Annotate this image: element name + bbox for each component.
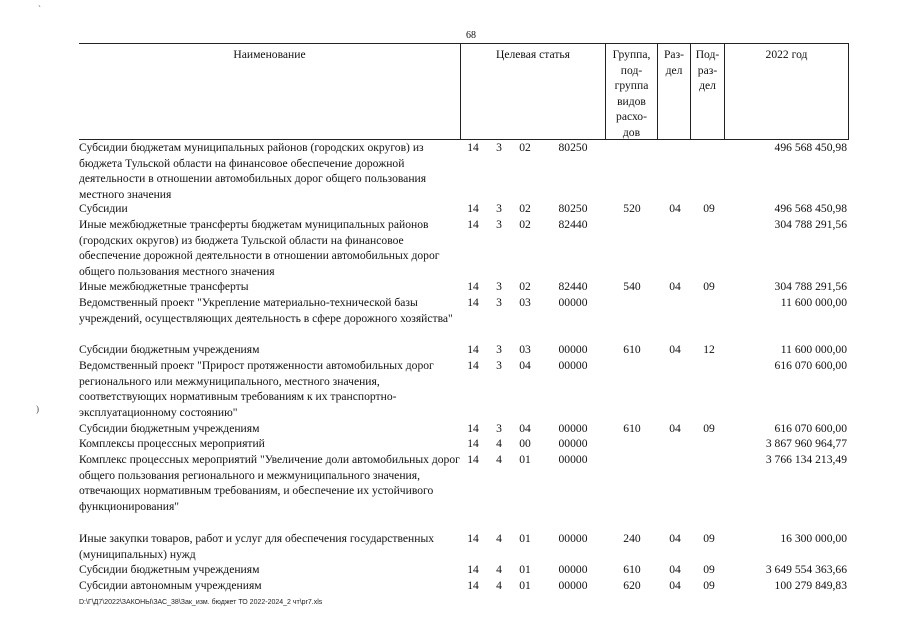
header-year [725,44,849,140]
row-code-3: 01 [519,532,531,545]
header-group-label: Группа, под- группа видов расхо- дов [612,48,651,139]
header-name-label: Наименование [233,48,306,61]
row-code-1: 14 [467,437,479,450]
row-amount: 616 070 600,00 [774,422,847,435]
row-amount: 3 649 554 363,66 [765,563,847,576]
row-code-3: 01 [519,453,531,466]
row-name: Ведомственный проект "Укрепление материально-технической базы учреждений, осуществляющих деятельность в сфере дорожного хозяйства" [79,296,453,325]
row-code-4: 82440 [558,218,588,231]
row-code-4: 00000 [558,579,588,592]
row-code-4: 00000 [558,359,588,372]
row-code-2: 3 [496,296,502,309]
row-code-1: 14 [467,422,479,435]
row-amount: 496 568 450,98 [774,202,847,215]
row-code-4: 00000 [558,437,588,450]
row-code-3: 04 [519,359,531,372]
row-group: 540 [623,280,641,293]
row-section: 04 [669,579,681,592]
row-name: Субсидии бюджетным учреждениям [79,422,260,435]
row-code-1: 14 [467,296,479,309]
row-code-4: 80250 [558,202,588,215]
row-name: Иные межбюджетные трансферты бюджетам муниципальных районов (городских округов) из бюджета Тульской области на финансовое обеспечение дорожной деятельности в отношении автомобильных дорог общего пользования местного значения [79,218,440,278]
row-code-4: 00000 [558,563,588,576]
header-section-label: Раз- дел [663,48,685,77]
row-group: 610 [623,563,641,576]
file-path-footer: D:\Г\Д7\2022\ЗАКОНЫ\ЗАС_38\Зак_изм. бюджет ТО 2022-2024_2 чт\pr7.xls [79,599,323,606]
row-name: Комплексы процессных мероприятий [79,437,265,450]
row-name: Субсидии [79,202,128,215]
row-name: Субсидии автономным учреждениям [79,579,262,592]
row-amount: 304 788 291,56 [774,218,847,231]
row-code-4: 00000 [558,422,588,435]
header-target-label: Целевая статья [495,48,571,61]
row-subsection: 12 [703,343,715,356]
page-number: 68 [466,30,476,41]
row-section: 04 [669,280,681,293]
header-section [658,44,691,140]
row-subsection: 09 [703,563,715,576]
row-code-1: 14 [467,532,479,545]
row-code-1: 14 [467,202,479,215]
row-code-2: 3 [496,343,502,356]
row-amount: 616 070 600,00 [774,359,847,372]
row-name: Субсидии бюджетам муниципальных районов (городских округов) из бюджета Тульской области на финансовое обеспечение дорожной деятельности в отношении автомобильных дорог общего пользования местного значения [79,141,427,201]
row-code-1: 14 [467,280,479,293]
header-target [461,44,606,140]
row-amount: 496 568 450,98 [774,141,847,154]
row-amount: 11 600 000,00 [780,296,847,309]
row-code-4: 80250 [558,141,588,154]
row-group: 240 [623,532,641,545]
row-code-3: 01 [519,563,531,576]
row-code-2: 4 [496,579,502,592]
row-name: Иные межбюджетные трансферты [79,280,249,293]
row-code-2: 4 [496,453,502,466]
row-group: 610 [623,422,641,435]
row-code-3: 00 [519,437,531,450]
row-section: 04 [669,343,681,356]
row-name: Иные закупки товаров, работ и услуг для обеспечения государственных (муниципальных) нужд [79,532,435,561]
row-code-2: 3 [496,218,502,231]
scan-mark: ` [38,4,41,14]
scan-mark: ) [36,404,39,414]
row-group: 610 [623,343,641,356]
row-code-1: 14 [467,563,479,576]
row-code-4: 00000 [558,343,588,356]
row-name: Комплекс процессных мероприятий "Увеличение доли автомобильных дорог общего пользования регионального и межмуниципального значения, отвечающих нормативным требованиям, и обеспечение их устойчивого функционирования" [79,453,460,513]
row-code-2: 3 [496,359,502,372]
row-code-1: 14 [467,218,479,231]
row-amount: 16 300 000,00 [780,532,847,545]
row-name: Субсидии бюджетным учреждениям [79,343,260,356]
row-code-3: 02 [519,218,531,231]
row-section: 04 [669,422,681,435]
row-section: 04 [669,563,681,576]
row-code-2: 3 [496,280,502,293]
row-code-3: 04 [519,422,531,435]
header-year-label: 2022 год [765,48,808,61]
row-code-3: 01 [519,579,531,592]
row-subsection: 09 [703,422,715,435]
header-subsection-label: Под- раз- дел [695,48,720,92]
row-code-2: 3 [496,422,502,435]
row-amount: 3 867 960 964,77 [765,437,847,450]
row-subsection: 09 [703,202,715,215]
row-code-1: 14 [467,343,479,356]
row-code-3: 03 [519,343,531,356]
row-code-3: 02 [519,280,531,293]
header-name [79,44,461,140]
row-code-4: 00000 [558,453,588,466]
row-code-2: 3 [496,141,502,154]
row-code-2: 4 [496,563,502,576]
row-amount: 100 279 849,83 [774,579,847,592]
row-amount: 11 600 000,00 [780,343,847,356]
row-name: Ведомственный проект "Прирост протяженности автомобильных дорог регионального или межмуниципального, местного значения, соответствующих нормативным требованиям к их транспортно-эксплуатационному состоянию" [79,359,434,419]
row-group: 620 [623,579,641,592]
row-code-3: 02 [519,202,531,215]
row-subsection: 09 [703,280,715,293]
header-group [606,44,658,140]
row-code-2: 4 [496,532,502,545]
row-section: 04 [669,202,681,215]
row-code-1: 14 [467,141,479,154]
row-subsection: 09 [703,579,715,592]
row-amount: 3 766 134 213,49 [765,453,847,466]
row-code-4: 00000 [558,296,588,309]
row-name: Субсидии бюджетным учреждениям [79,563,260,576]
row-code-1: 14 [467,579,479,592]
row-code-3: 03 [519,296,531,309]
row-subsection: 09 [703,532,715,545]
row-amount: 304 788 291,56 [774,280,847,293]
row-code-2: 4 [496,437,502,450]
row-code-3: 02 [519,141,531,154]
row-code-4: 82440 [558,280,588,293]
row-code-4: 00000 [558,532,588,545]
row-group: 520 [623,202,641,215]
row-code-2: 3 [496,202,502,215]
row-code-1: 14 [467,453,479,466]
row-code-1: 14 [467,359,479,372]
table-header [79,43,849,140]
header-subsection [691,44,725,140]
row-section: 04 [669,532,681,545]
